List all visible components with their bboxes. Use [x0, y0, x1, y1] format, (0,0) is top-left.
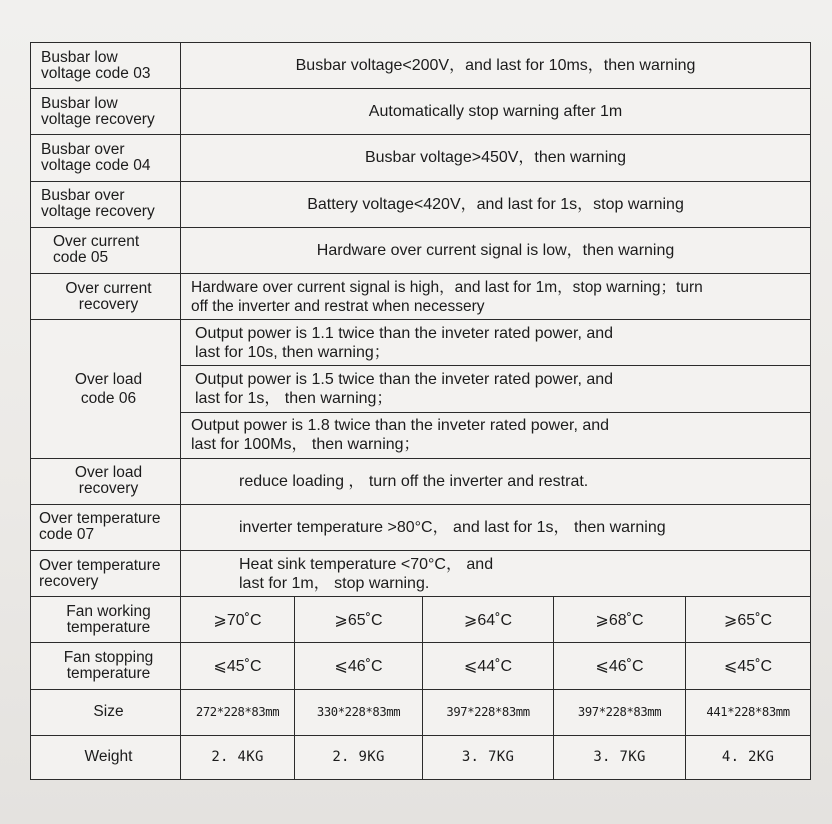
weight-value: 4. 2KG [686, 735, 811, 779]
size-value: 397*228*83mm [554, 689, 686, 735]
row-description: Hardware over current signal is high，and last for 1m，stop warning；turn off the inverter and restrat when necessery [181, 273, 811, 319]
row-label: Over load code 06 [31, 320, 181, 459]
fan-working-value: ⩾64˚C [423, 597, 554, 643]
row-over-temperature-recovery [31, 551, 811, 597]
fan-stopping-value: ⩽45˚C [686, 643, 811, 689]
size-value: 272*228*83mm [181, 689, 295, 735]
weight-value: 3. 7KG [423, 735, 554, 779]
row-description: Hardware over current signal is low，then warning [181, 227, 811, 273]
row-fan-working-temperature [31, 597, 811, 643]
fan-working-value: ⩾65˚C [295, 597, 423, 643]
row-label: Weight [31, 735, 181, 779]
fan-working-value: ⩾65˚C [686, 597, 811, 643]
row-description: inverter temperature >80°C， and last for 1s， then warning [181, 504, 811, 550]
row-description: Output power is 1.5 twice than the inveter rated power, and last for 1s， then warning； [181, 366, 811, 412]
size-value: 330*228*83mm [295, 689, 423, 735]
row-busbar-over-recovery [31, 181, 811, 227]
row-weight [31, 735, 811, 779]
row-label: Fan working temperature [31, 597, 181, 643]
row-description: Output power is 1.8 twice than the inveter rated power, and last for 100Ms， then warning； [181, 412, 811, 458]
fan-working-value: ⩾70˚C [181, 597, 295, 643]
row-label: Over current code 05 [31, 227, 181, 273]
specification-table [30, 42, 811, 780]
row-label: Size [31, 689, 181, 735]
weight-value: 3. 7KG [554, 735, 686, 779]
row-description: Output power is 1.1 twice than the inveter rated power, and last for 10s, then warning； [181, 320, 811, 366]
fan-stopping-value: ⩽45˚C [181, 643, 295, 689]
weight-value: 2. 9KG [295, 735, 423, 779]
row-over-current [31, 227, 811, 273]
row-label: Busbar over voltage code 04 [31, 135, 181, 181]
row-description: Busbar voltage>450V，then warning [181, 135, 811, 181]
row-busbar-over-voltage [31, 135, 811, 181]
row-description: Battery voltage<420V，and last for 1s，stop warning [181, 181, 811, 227]
row-label: Busbar low voltage recovery [31, 89, 181, 135]
row-description: Heat sink temperature <70°C， and last for 1m， stop warning. [181, 551, 811, 597]
row-label: Over temperature recovery [31, 551, 181, 597]
fan-stopping-value: ⩽46˚C [554, 643, 686, 689]
row-label: Busbar over voltage recovery [31, 181, 181, 227]
row-label: Over current recovery [31, 273, 181, 319]
row-label: Over load recovery [31, 458, 181, 504]
fan-working-value: ⩾68˚C [554, 597, 686, 643]
row-description: reduce loading ， turn off the inverter and restrat. [181, 458, 811, 504]
row-size [31, 689, 811, 735]
row-fan-stopping-temperature [31, 643, 811, 689]
size-value: 441*228*83mm [686, 689, 811, 735]
row-description: Busbar voltage<200V，and last for 10ms，then warning [181, 43, 811, 89]
row-label: Over temperature code 07 [31, 504, 181, 550]
row-label: Busbar low voltage code 03 [31, 43, 181, 89]
fan-stopping-value: ⩽44˚C [423, 643, 554, 689]
row-over-temperature [31, 504, 811, 550]
row-label: Fan stopping temperature [31, 643, 181, 689]
weight-value: 2. 4KG [181, 735, 295, 779]
row-busbar-low-recovery [31, 89, 811, 135]
row-busbar-low-voltage [31, 43, 811, 89]
fan-stopping-value: ⩽46˚C [295, 643, 423, 689]
row-over-load-1 [31, 320, 811, 366]
row-over-load-recovery [31, 458, 811, 504]
size-value: 397*228*83mm [423, 689, 554, 735]
row-over-current-recovery [31, 273, 811, 319]
row-description: Automatically stop warning after 1m [181, 89, 811, 135]
